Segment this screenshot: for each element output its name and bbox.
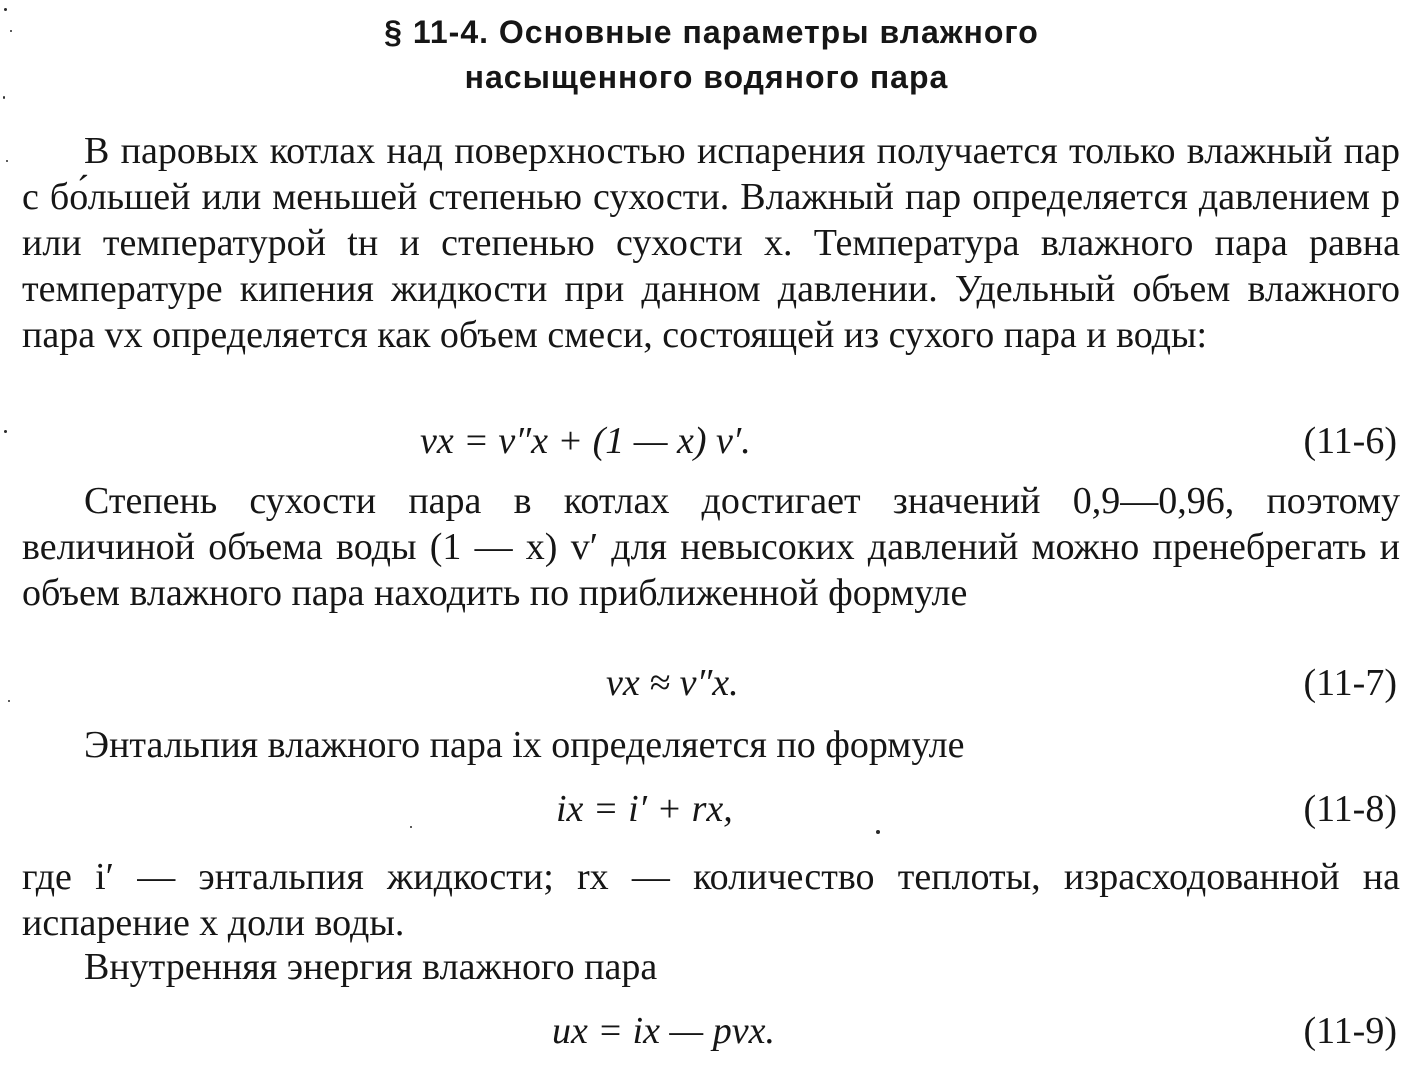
section-title-line-2: насыщенного водяного пара: [464, 59, 949, 95]
formula-11-7-number: (11-7): [1303, 662, 1397, 704]
scan-speck: [4, 8, 7, 11]
formula-11-7-expression: vx ≈ v″x.: [606, 662, 739, 704]
paragraph-2: [22, 478, 1400, 616]
paragraph-4-text: где i′ — энтальпия жидкости; rx — количество теплоты, израсходованной на испарение x доли воды.: [22, 856, 1400, 944]
scan-speck: [876, 830, 880, 834]
paragraph-3-text: Энтальпия влажного пара ix определяется по формуле: [84, 724, 965, 766]
scan-speck: [6, 160, 8, 162]
paragraph-1-text: В паровых котлах над поверхностью испарения получается только влажный пар с бо́льшей или меньшей степенью сухости. Влажный пар определяется давлением p или температурой tн и степенью сухости x. Температура влажного пара равна температуре кипения жидкости при данном давлении. Удельный объем влажного пара vx определяется как объем смеси, состоящей из сухого пара и воды:: [22, 130, 1400, 356]
paragraph-5: [22, 944, 1400, 990]
section-title-line-1: § 11-4. Основные параметры влажного: [384, 14, 1039, 50]
formula-11-8-number: (11-8): [1303, 788, 1397, 830]
scan-speck: [10, 30, 12, 32]
formula-11-9-number: (11-9): [1303, 1010, 1397, 1052]
paragraph-4: [22, 854, 1400, 946]
scan-speck: [4, 430, 7, 433]
formula-11-8-expression: ix = i′ + rx,: [556, 788, 733, 830]
formula-11-9-expression: ux = ix — pvx.: [552, 1010, 775, 1052]
paragraph-5-text: Внутренняя энергия влажного пара: [84, 946, 658, 988]
scan-speck: [410, 826, 412, 828]
formula-11-6-expression: vx = v″x + (1 — x) v′.: [420, 420, 751, 462]
scan-speck: [8, 700, 10, 702]
scan-speck: [3, 96, 5, 99]
paragraph-3: [22, 722, 1400, 768]
paragraph-2-text: Степень сухости пара в котлах достигает значений 0,9—0,96, поэтому величиной объема воды (1 — x) v′ для невысоких давлений можно пренебрегать и объем влажного пара находить по приближенной формуле: [22, 480, 1400, 614]
paragraph-1: [22, 128, 1400, 358]
formula-11-6-number: (11-6): [1303, 420, 1397, 462]
